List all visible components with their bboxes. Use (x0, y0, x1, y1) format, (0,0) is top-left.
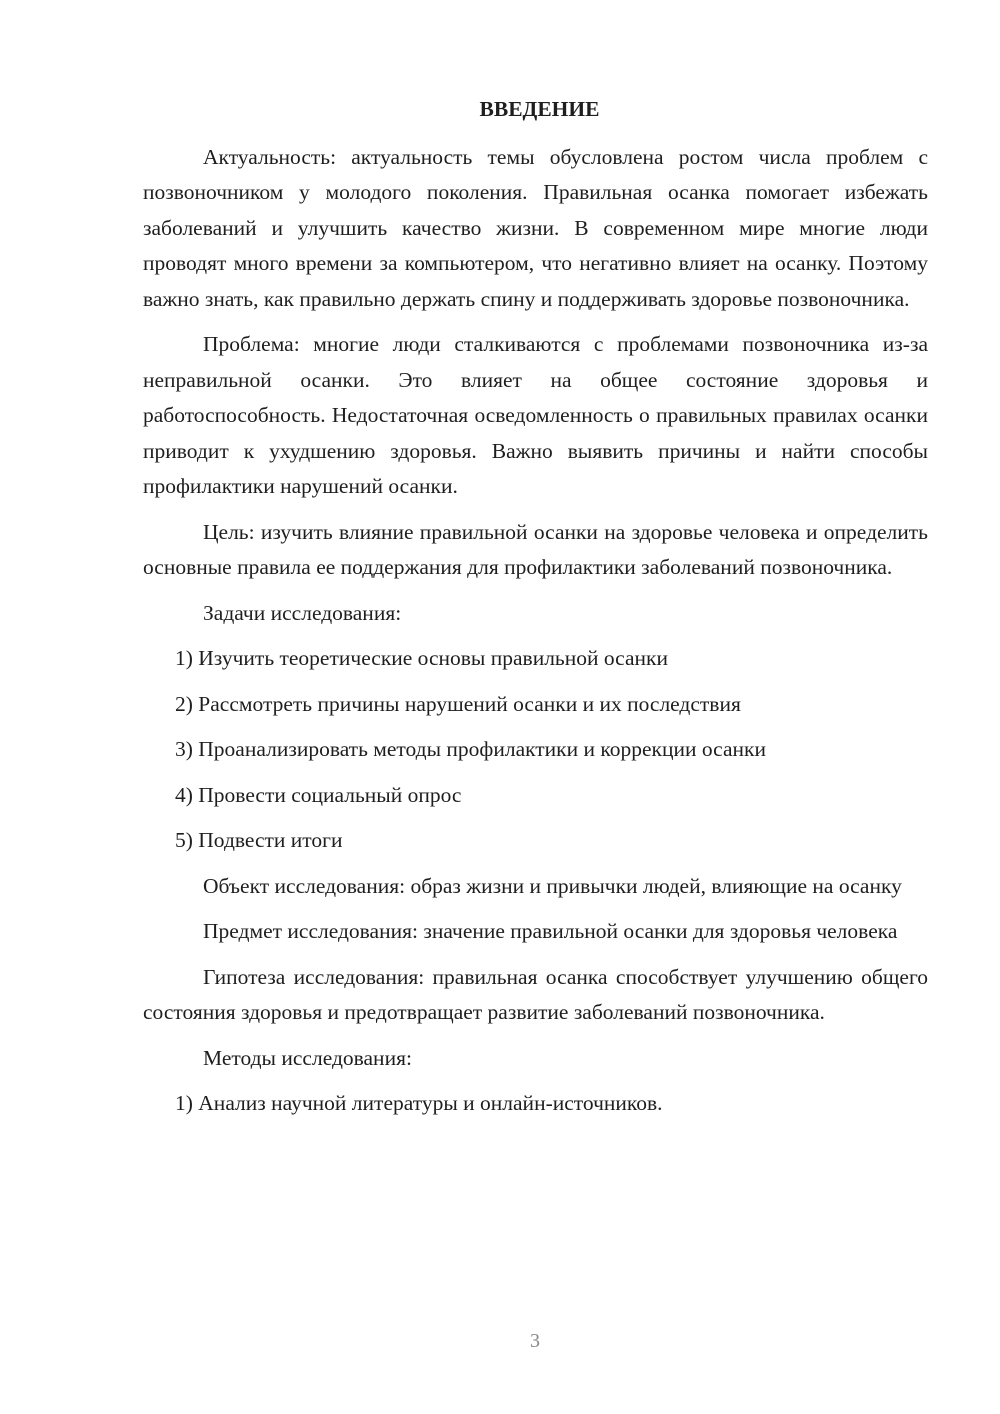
hypothesis-paragraph: Гипотеза исследования: правильная осанка способствует улучшению общего состояния здоровья и предотвращает развитие заболеваний позвоночника. (143, 964, 928, 1024)
relevance-paragraph: Актуальность: актуальность темы обусловлена ростом числа проблем с позвоночником у молодого поколения. Правильная осанка помогает избежать заболеваний и улучшить качество жизни. В современном мире многие люди проводят много времени за компьютером, что негативно влияет на осанку. Поэтому важно знать, как правильно держать спину и поддерживать здоровье позвоночника. (143, 144, 928, 311)
task-item: 1) Изучить теоретические основы правильной осанки (175, 646, 668, 670)
task-item: 4) Провести социальный опрос (175, 782, 462, 807)
methods-heading: Методы исследования: (203, 1045, 412, 1070)
tasks-heading: Задачи исследования: (203, 600, 402, 625)
goal-paragraph: Цель: изучить влияние правильной осанки на здоровье человека и определить основные правила ее поддержания для профилактики заболеваний позвоночника. (143, 519, 928, 579)
tasks-list (143, 641, 928, 859)
document-page (143, 92, 928, 1132)
task-item: 2) Рассмотреть причины нарушений осанки и их последствия (175, 691, 741, 716)
task-item: 5) Подвести итоги (175, 828, 343, 852)
page-number: 3 (530, 1330, 540, 1352)
method-item: 1) Анализ научной литературы и онлайн-источников. (175, 1091, 663, 1115)
page-title: ВВЕДЕНИЕ (479, 97, 600, 121)
problem-paragraph: Проблема: многие люди сталкиваются с проблемами позвоночника из-за неправильной осанки. Это влияет на общее состояние здоровья и работоспособность. Недостаточная осведомленность о правильных правилах осанки приводит к ухудшению здоровья. Важно выявить причины и найти способы профилактики нарушений осанки. (143, 332, 928, 498)
task-item: 3) Проанализировать методы профилактики и коррекции осанки (175, 737, 766, 761)
subject-paragraph: Предмет исследования: значение правильной осанки для здоровья человека (203, 919, 898, 943)
object-paragraph: Объект исследования: образ жизни и привычки людей, влияющие на осанку (203, 873, 902, 898)
methods-list (143, 1086, 928, 1122)
